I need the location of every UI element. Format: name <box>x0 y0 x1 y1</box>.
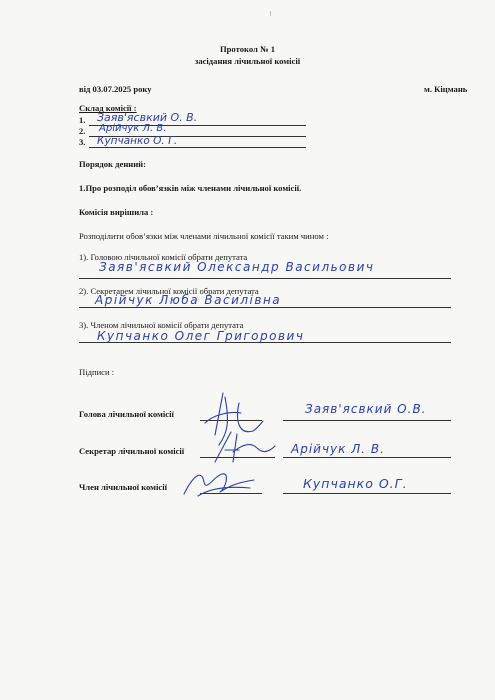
document-place: м. Кіцмань <box>424 84 468 94</box>
role-text: 2). Секретарем лічильної комісії обрати депутата <box>79 286 259 296</box>
document-date: від 03.07.2025 року <box>79 84 152 94</box>
name-line <box>283 420 451 421</box>
role-underline <box>79 307 451 308</box>
signer-handwritten-name: Заяв'ясвкий О.В. <box>305 402 427 416</box>
signature-role: Секретар лічильної комісії <box>79 446 185 456</box>
role-handwritten-name: Заяв'ясвкий Олександр Васильович <box>99 260 375 274</box>
role-text: 1). Головою лічильної комісії обрати депутата <box>79 252 248 262</box>
composition-label: Склад комісії : <box>79 103 137 113</box>
role-handwritten-name: Купчанко Олег Григорович <box>97 329 305 343</box>
signer-handwritten-name: Арійчук Л. В. <box>291 442 385 456</box>
decision-intro: Розподілити обов’язки між членами лічильної комісії таким чином : <box>79 231 329 241</box>
name-line <box>283 493 451 494</box>
member-handwritten-name: Купчанко О. Г. <box>97 135 178 147</box>
member-number: 1. <box>79 115 86 125</box>
name-line <box>283 457 451 458</box>
document-subtitle: засідання лічильної комісії <box>194 56 301 66</box>
member-handwritten-name: Арійчук Л. В. <box>99 123 167 134</box>
secretary-signature <box>205 428 280 468</box>
signatures-label: Підписи : <box>79 367 115 377</box>
agenda-item: 1.Про розподіл обов’язків між членами лічильної комісії. <box>79 183 302 193</box>
scan-mark <box>270 11 271 16</box>
role-handwritten-name: Арійчук Люба Василівна <box>95 293 282 307</box>
document-title: Протокол № 1 <box>219 44 276 54</box>
member-underline <box>89 147 306 148</box>
member-handwritten-name: Заяв'ясвкий О. В. <box>97 111 198 124</box>
agenda-label: Порядок денний: <box>79 159 146 169</box>
role-underline <box>79 278 451 279</box>
decision-label: Комісія вирішила : <box>79 207 154 217</box>
member-number: 3. <box>79 137 86 147</box>
signature-role: Член лічильної комісії <box>79 482 168 492</box>
member-number: 2. <box>79 126 86 136</box>
signature-role: Голова лічильної комісії <box>79 409 174 419</box>
member-signature <box>180 466 260 502</box>
signer-handwritten-name: Купчанко О.Г. <box>303 476 408 491</box>
role-text: 3). Членом лічильної комісії обрати депутата <box>79 320 244 330</box>
